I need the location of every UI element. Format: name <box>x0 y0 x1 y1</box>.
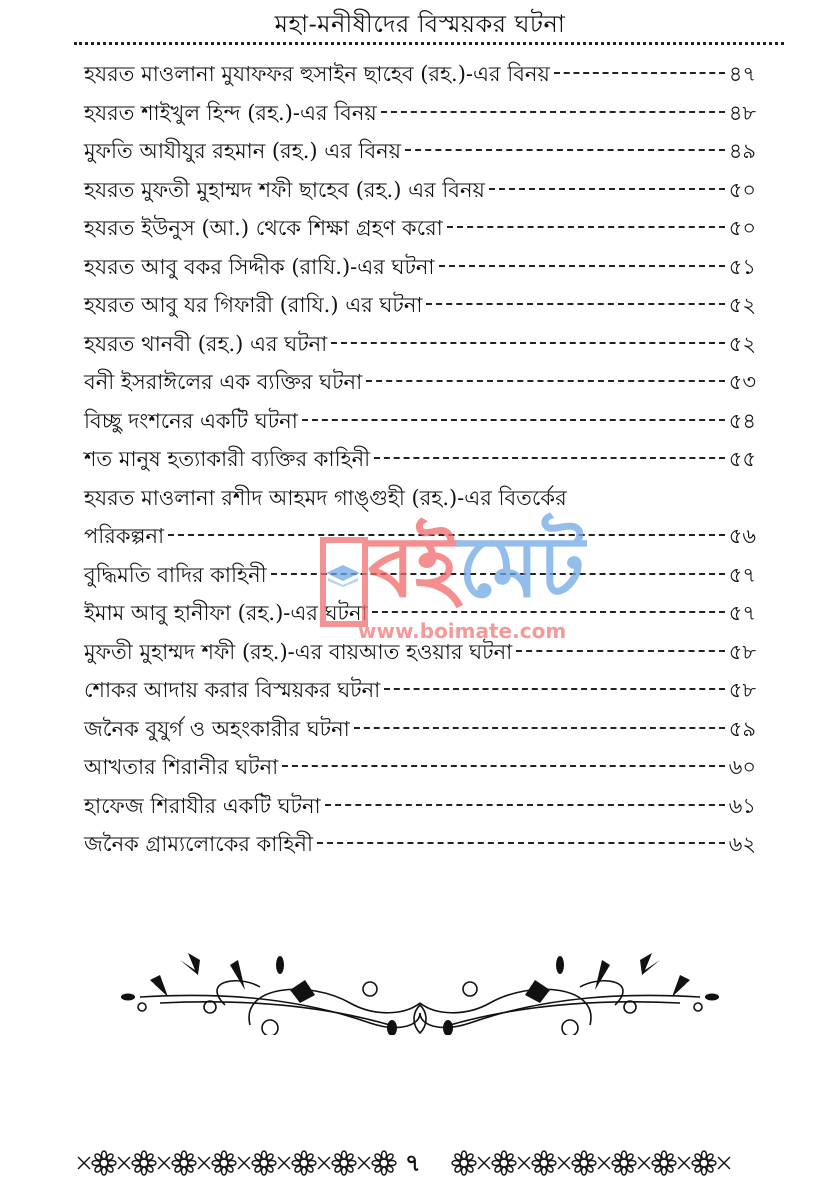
dot-leader <box>426 303 724 305</box>
dot-leader <box>384 688 725 690</box>
dot-leader <box>168 534 725 536</box>
toc-entry <box>84 559 756 598</box>
toc-entry-page: ৫৮ <box>728 678 756 702</box>
toc-entry-title: জনৈক বুযুর্গ ও অহংকারীর ঘটনা <box>84 716 350 741</box>
toc-entry <box>84 366 756 405</box>
toc-entry-title: হাফেজ শিরাযীর একটি ঘটনা <box>84 793 321 818</box>
dot-leader <box>439 265 725 267</box>
toc-entry-page: ৫২ <box>728 293 756 317</box>
toc-entry-page: ৫০ <box>728 216 756 240</box>
toc-entry-title: শোকর আদায় করার বিস্ময়কর ঘটনা <box>84 678 381 702</box>
dot-leader <box>331 342 724 344</box>
toc-entry-title: হযরত আবু বকর সিদ্দীক (রাযি.)-এর ঘটনা <box>84 254 435 279</box>
toc-entry-page: ৪৮ <box>728 100 756 125</box>
toc-entry-title: শত মানুষ হত্যাকারী ব্যক্তির কাহিনী <box>84 447 371 471</box>
toc-entry <box>84 828 756 867</box>
toc-entry <box>84 97 756 136</box>
dot-leader <box>317 842 725 844</box>
dot-leader <box>554 72 725 74</box>
dot-leader <box>381 111 725 113</box>
toc-entry <box>84 212 756 251</box>
toc-entry-page: ৫৬ <box>728 524 756 548</box>
toc-entry <box>84 328 756 367</box>
toc-entry-page: ৫৭ <box>728 601 756 625</box>
toc-entry-title: বনী ইসরাঈলের এক ব্যক্তির ঘটনা <box>84 370 363 394</box>
toc-entry-title: হযরত মাওলানা মুযাফফর হুসাইন ছাহেব (রহ.)-এর বিনয় <box>84 62 550 86</box>
toc-entry <box>84 443 756 482</box>
toc-entry-title: হযরত শাইখুল হিন্দ (রহ.)-এর বিনয় <box>84 100 377 125</box>
toc-entry-title: বিচ্ছু দংশনের একটি ঘটনা <box>84 408 298 433</box>
toc-entry-page: ৫৭ <box>728 562 756 587</box>
dot-leader <box>516 650 725 652</box>
toc-entry-page: ৫০ <box>728 177 756 202</box>
toc-entry-page: ৬০ <box>728 755 756 779</box>
running-header-title: মহা-মনীষীদের বিস্ময়কর ঘটনা <box>274 10 566 38</box>
floral-ornament-divider <box>120 925 720 1035</box>
toc-entry-page: ৫৯ <box>728 716 756 741</box>
dot-leader <box>447 226 725 228</box>
dot-leader <box>372 611 725 613</box>
toc-entry-page: ৫৮ <box>728 639 756 664</box>
toc-entry-page: ৪৭ <box>728 62 756 86</box>
toc-entry-title: হযরত মাওলানা রশীদ আহমদ গাঙ্গুহী (রহ.)-এর বিতর্কের <box>84 485 567 510</box>
toc-entry-title: মুফতী মুহাম্মদ শফী (রহ.)-এর বায়আত হওয়ার ঘটনা <box>84 639 513 664</box>
toc-entry <box>84 289 756 328</box>
dot-leader <box>302 419 725 421</box>
toc-entry <box>84 751 756 790</box>
logo-red-part: বই <box>368 518 459 616</box>
toc-entry <box>84 135 756 174</box>
dot-leader <box>282 765 724 767</box>
toc-entry <box>84 58 756 97</box>
toc-entry <box>84 597 756 636</box>
dot-leader <box>405 149 725 151</box>
toc-entry-page: ৫২ <box>728 331 756 356</box>
toc-entry-page: ৫১ <box>728 254 756 279</box>
toc-entry-page: ৬১ <box>728 793 756 818</box>
toc-entry-title: বুদ্ধিমতি বাদির কাহিনী <box>84 562 267 587</box>
toc-entry <box>84 713 756 752</box>
toc-entry-page: ৫৫ <box>728 447 756 471</box>
toc-entry-page: ৫৪ <box>728 408 756 433</box>
dot-leader <box>374 457 725 459</box>
toc-entry-page: ৬২ <box>728 832 756 856</box>
toc-entry <box>84 251 756 290</box>
toc-entry-title: জনৈক গ্রাম্যলোকের কাহিনী <box>84 832 313 856</box>
dot-leader <box>325 804 725 806</box>
toc-entry-continuation <box>84 520 756 559</box>
header-dotted-rule <box>74 42 784 45</box>
dot-leader <box>489 188 725 190</box>
toc-entry-title: আখতার শিরানীর ঘটনা <box>84 755 279 779</box>
logo-blue-part: মেট <box>458 518 585 616</box>
dot-leader <box>271 573 725 575</box>
toc-entry <box>84 405 756 444</box>
dot-leader <box>366 380 725 382</box>
toc-entry-page: ৫৩ <box>728 370 756 394</box>
toc-entry-title-continued: পরিকল্পনা <box>84 524 165 548</box>
toc-entry-title: হযরত আবু যর গিফারী (রাযি.) এর ঘটনা <box>84 293 423 317</box>
toc-entry-title: হযরত ইউনুস (আ.) থেকে শিক্ষা গ্রহণ করো <box>84 216 443 240</box>
toc-entry <box>84 790 756 829</box>
page-number: ৭ <box>405 1148 421 1177</box>
toc-entry <box>84 174 756 213</box>
toc-entry-wrapped-line <box>84 482 756 521</box>
toc-entry <box>84 636 756 675</box>
toc-entry-title: মুফতি আযীযুর রহমান (রহ.) এর বিনয় <box>84 139 402 163</box>
toc-entry <box>84 674 756 713</box>
table-of-contents <box>84 58 756 867</box>
toc-entry-title: ইমাম আবু হানীফা (রহ.)-এর ঘটনা <box>84 601 368 625</box>
toc-entry-title: হযরত মুফতী মুহাম্মদ শফী ছাহেব (রহ.) এর বিনয় <box>84 177 485 202</box>
dot-leader <box>354 727 725 729</box>
watermark-url: www.boimate.com <box>358 619 567 643</box>
toc-entry-title: হযরত থানবী (রহ.) এর ঘটনা <box>84 331 328 356</box>
toc-entry-page: ৪৯ <box>728 139 756 163</box>
